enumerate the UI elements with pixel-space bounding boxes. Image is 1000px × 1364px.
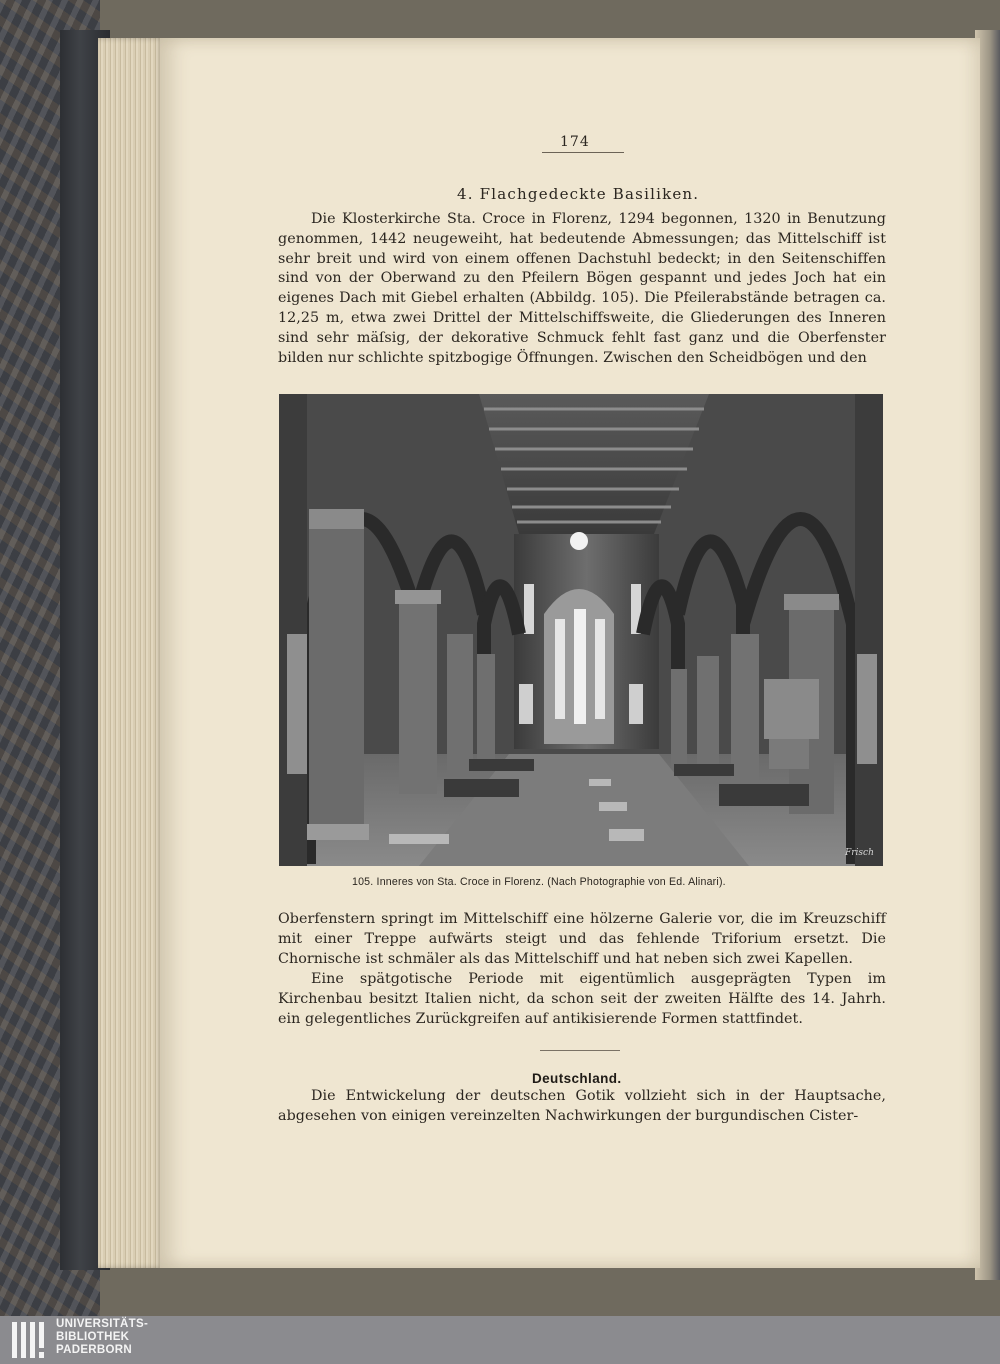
church-interior-illustration <box>279 394 883 866</box>
paragraph-1 <box>278 210 886 368</box>
page-stack-edge <box>98 38 164 1268</box>
logo-line-3: PADERBORN <box>56 1344 132 1356</box>
page-number: 174 <box>560 134 590 150</box>
section-divider-rule <box>540 1050 620 1051</box>
library-footer-bar <box>0 1316 1000 1364</box>
logo-line-1: UNIVERSITÄTS- <box>56 1318 149 1330</box>
paragraph-4-text: Die Entwickelung der deutschen Gotik vollzieht sich in der Hauptsache, abgesehen von einigen vereinzelten Nachwirkungen der burgundischen Cister- <box>278 1088 886 1124</box>
library-logo-text <box>56 1318 148 1357</box>
library-logo-icon <box>10 1316 50 1362</box>
paragraph-3 <box>278 970 886 1029</box>
paragraph-4 <box>278 1087 886 1127</box>
page-number-rule <box>542 152 624 153</box>
section-heading: 4. Flachgedeckte Basiliken. <box>457 185 700 203</box>
paragraph-3-text: Eine spätgotische Periode mit eigentümlich ausgeprägten Typen im Kirchenbau besitzt Italien nicht, da schon seit der zweiten Hälfte des 14. Jahrh. ein gelegentliches Zurückgreifen auf antikisierende Formen stattfindet. <box>278 971 886 1027</box>
paragraph-2-text: Oberfenstern springt im Mittelschiff eine hölzerne Galerie vor, die im Kreuzschiff mit einer Treppe aufwärts steigt und das fehlende Triforium ersetzt. Die Chornische ist schmäler als das Mittelschiff und hat neben sich zwei Kapellen. <box>278 911 886 967</box>
photo-signature: Frisch <box>845 848 874 858</box>
figure-caption: 105. Inneres von Sta. Croce in Florenz. (Nach Photographie von Ed. Alinari). <box>352 876 726 888</box>
church-interior-photo <box>279 394 883 866</box>
paragraph-1-text: Die Klosterkirche Sta. Croce in Florenz, 1294 begonnen, 1320 in Benutzung genommen, 1442 neugeweiht, hat bedeutende Abmessungen; das Mittelschiff ist sehr breit und wird von einem offenen Dachstuhl bedeckt; in den Seitenschiffen sind von der Oberwand zu den Pfeilern Bögen gespannt und jedes Joch hat ein eigenes Dach mit Giebel erhalten (Abbildg. 105). Die Pfeilerabstände betragen ca. 12,25 m, etwa zwei Drittel der Mittelschiffsweite, die Gliederungen des Inneren sind sehr mäſsig, der dekorative Schmuck fehlt fast ganz und die Oberfenster bilden nur schlichte spitzbogige Öffnungen. Zwischen den Scheidbögen und den <box>278 211 886 366</box>
subheading-deutschland: Deutschland. <box>532 1071 622 1086</box>
paragraph-2 <box>278 910 886 969</box>
logo-line-2: BIBLIOTHEK <box>56 1331 130 1343</box>
